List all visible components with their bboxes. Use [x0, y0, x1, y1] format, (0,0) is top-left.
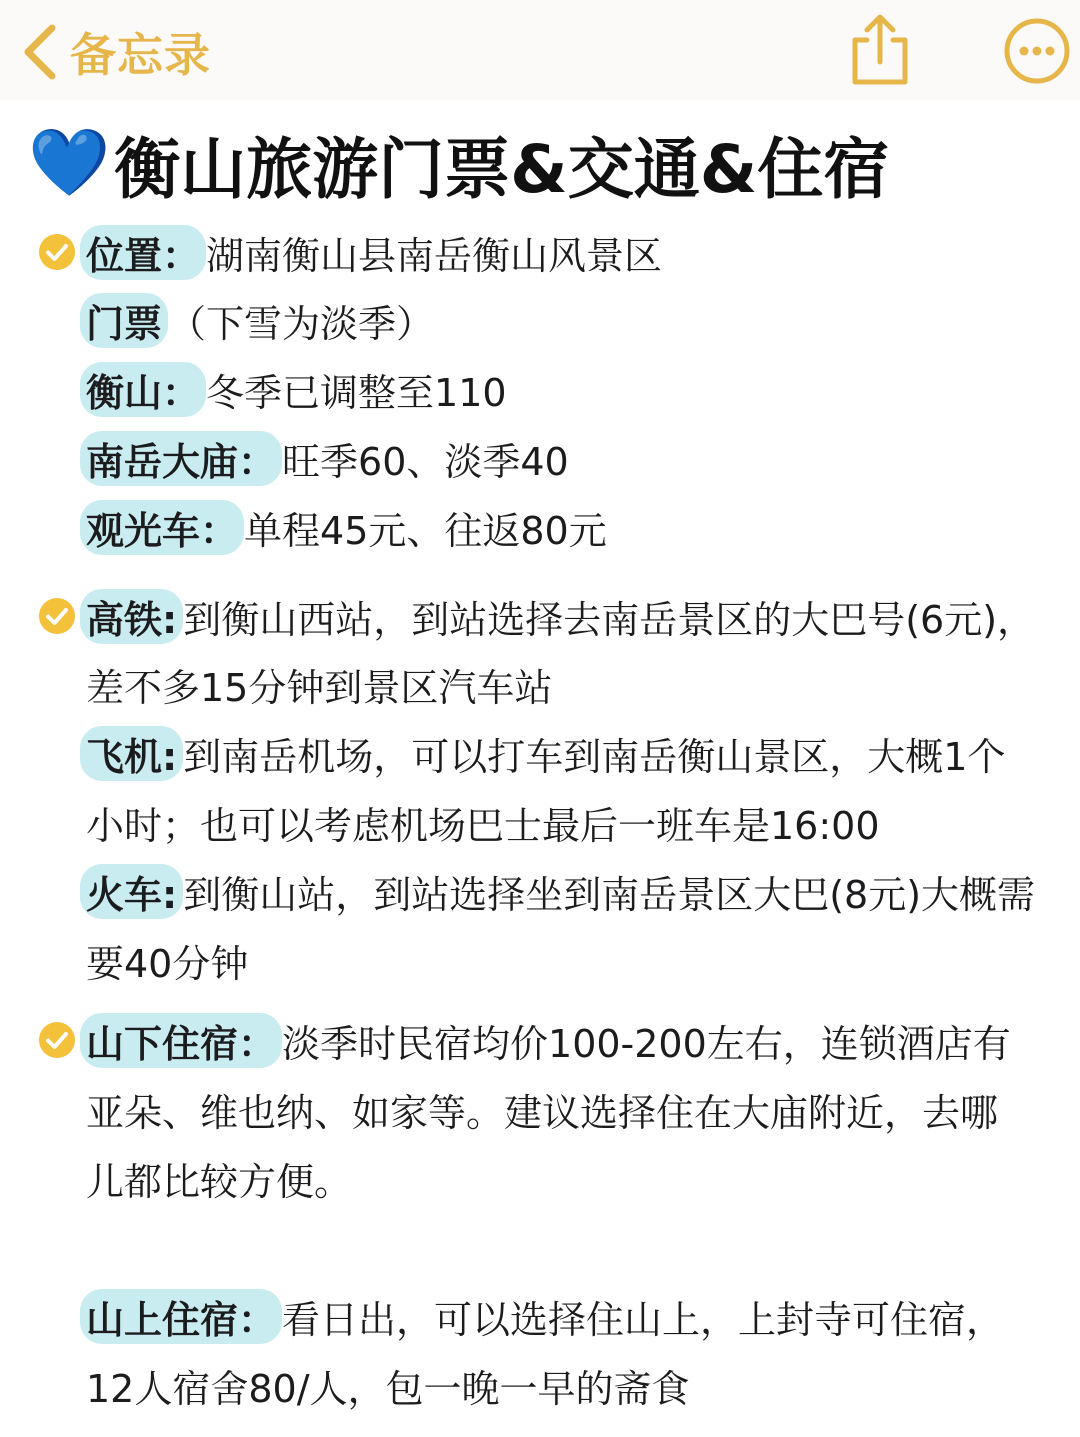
- note-line-high-speed-rail: [86, 589, 1035, 643]
- highlight-label: 火车:: [80, 864, 183, 919]
- note-line-train: [86, 864, 1035, 918]
- line-text: 差不多15分钟到景区汽车站: [86, 665, 553, 710]
- note-title[interactable]: [28, 118, 889, 208]
- line-text: （下雪为淡季）: [168, 301, 435, 346]
- highlight-label: 南岳大庙：: [80, 431, 282, 486]
- line-text: 看日出，可以选择住山上，上封寺可住宿，: [282, 1297, 1005, 1342]
- highlight-label: 高铁:: [80, 589, 183, 644]
- check-circle-icon: [38, 597, 76, 635]
- note-line-tickets: [86, 293, 434, 347]
- back-button[interactable]: [22, 20, 211, 84]
- line-text: 到南岳机场，可以打车到南岳衡山景区，大概1个: [183, 734, 1006, 779]
- highlight-label: 飞机:: [80, 726, 183, 781]
- line-text: 小时；也可以考虑机场巴士最后一班车是16:00: [86, 803, 880, 848]
- back-label: 备忘录: [70, 28, 211, 82]
- more-button[interactable]: [1002, 16, 1072, 86]
- note-line-continued: [86, 933, 248, 987]
- line-text: 湖南衡山县南岳衡山风景区: [206, 233, 663, 278]
- note-line-continued: [86, 795, 880, 849]
- blue-heart-icon: 💙: [28, 124, 111, 201]
- note-line-hengshan-ticket: [86, 362, 507, 416]
- share-button[interactable]: [845, 12, 915, 88]
- line-text: 冬季已调整至110: [206, 370, 507, 415]
- note-line-continued: [86, 657, 552, 711]
- line-text: 12人宿舍80/人，包一晚一早的斋食: [86, 1366, 690, 1411]
- line-text: 淡季时民宿均价100-200左右，连锁酒店有: [282, 1021, 1011, 1066]
- check-circle-icon: [38, 233, 76, 271]
- line-text: 旺季60、淡季40: [282, 439, 569, 484]
- note-line-shuttle: [86, 500, 607, 554]
- note-line-continued: [86, 1151, 352, 1205]
- note-line-continued: [86, 1082, 998, 1136]
- chevron-left-icon: [22, 24, 58, 80]
- highlight-label: 山下住宿：: [80, 1013, 282, 1068]
- highlight-label: 山上住宿：: [80, 1289, 282, 1344]
- highlight-label: 位置：: [80, 225, 206, 280]
- line-text: 单程45元、往返80元: [244, 508, 607, 553]
- line-text: 儿都比较方便。: [86, 1159, 353, 1204]
- check-circle-icon: [38, 1021, 76, 1059]
- note-line-continued: [86, 1358, 690, 1412]
- highlight-label: 门票: [80, 293, 168, 348]
- note-line-lodging-below: [86, 1013, 1011, 1067]
- note-line-temple-ticket: [86, 431, 569, 485]
- highlight-label: 观光车：: [80, 500, 244, 555]
- highlight-label: 衡山：: [80, 362, 206, 417]
- share-icon: [845, 12, 915, 88]
- line-text: 要40分钟: [86, 941, 249, 986]
- more-icon: [1002, 16, 1072, 86]
- note-line-lodging-mountain: [86, 1289, 1004, 1343]
- line-text: 到衡山西站，到站选择去南岳景区的大巴号(6元)，: [183, 597, 1036, 642]
- note-line-plane: [86, 726, 1005, 780]
- note-line-location: [86, 225, 662, 279]
- line-text: 亚朵、维也纳、如家等。建议选择住在大庙附近，去哪: [86, 1090, 999, 1135]
- line-text: 到衡山站，到站选择坐到南岳景区大巴(8元)大概需: [183, 872, 1036, 917]
- note-title-text: 衡山旅游门票&交通&住宿: [114, 130, 890, 208]
- navigation-bar: [0, 0, 1080, 100]
